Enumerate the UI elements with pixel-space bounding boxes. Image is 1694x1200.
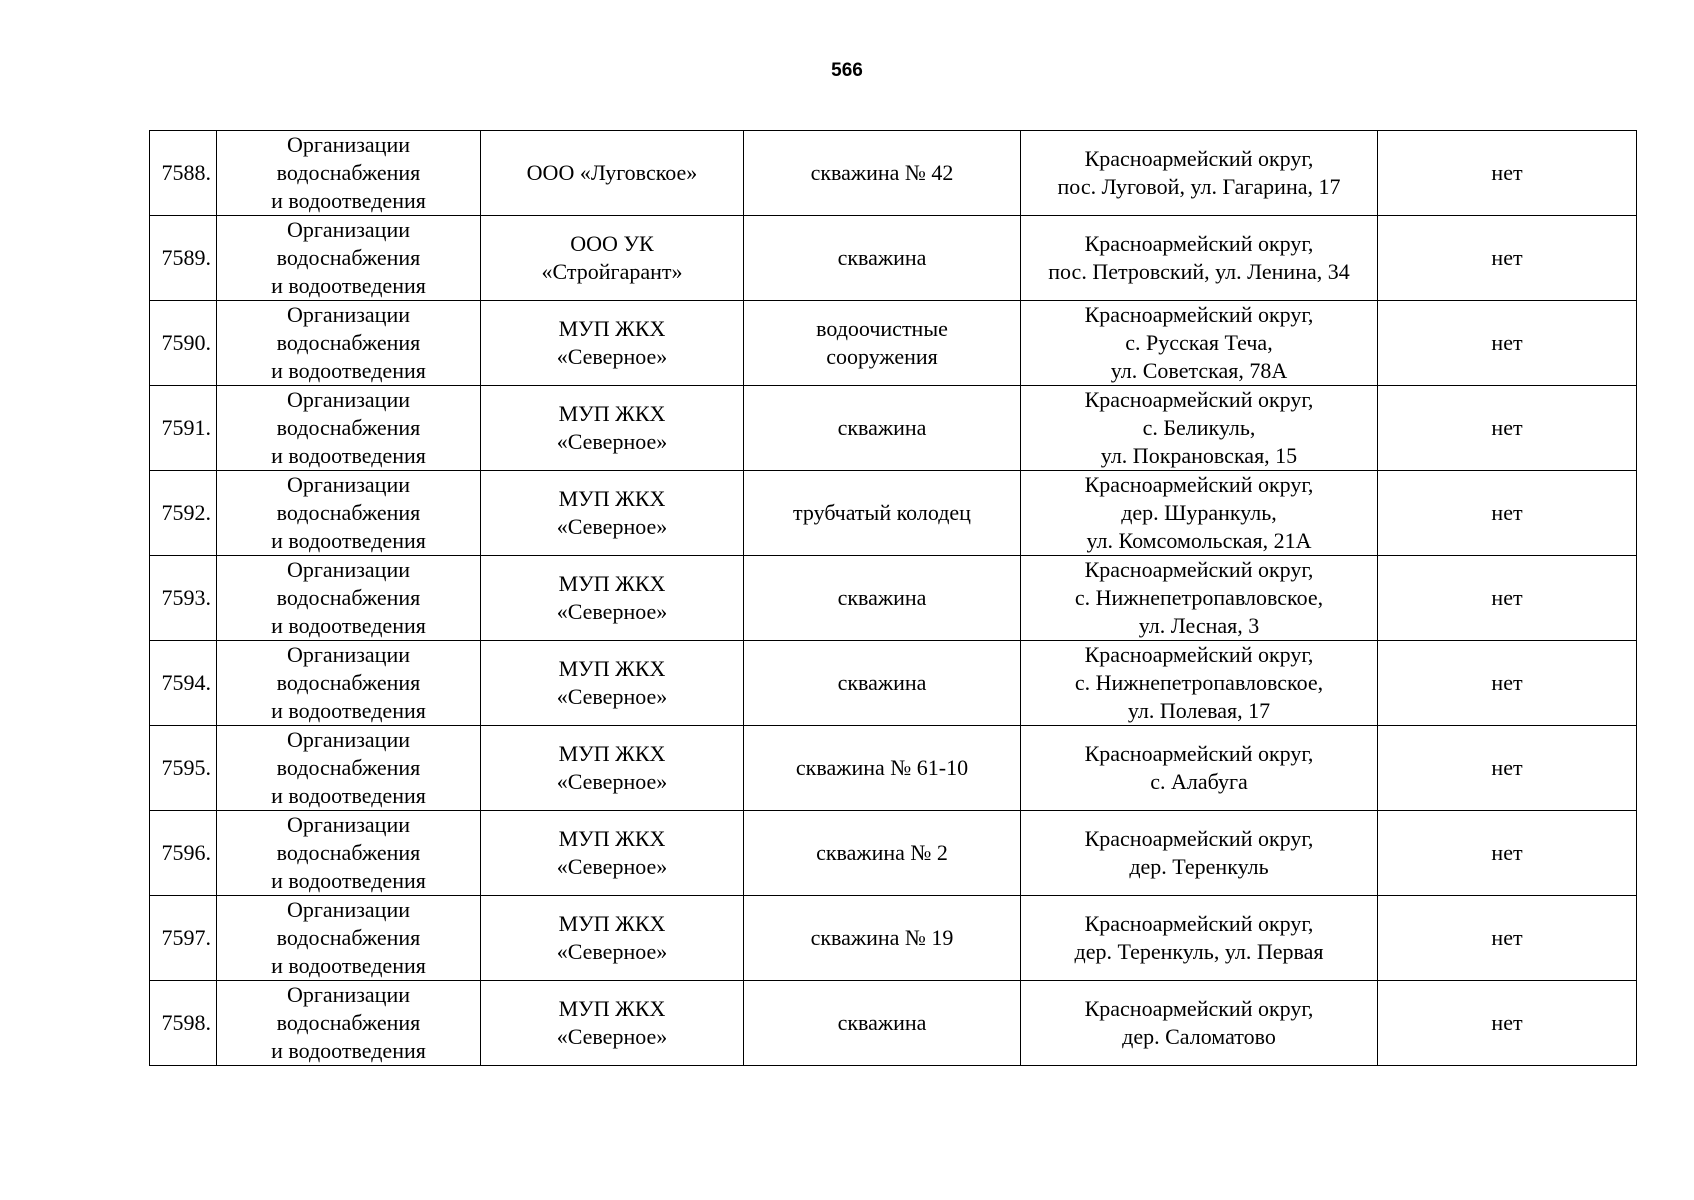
category-cell-line: водоснабжения	[276, 500, 421, 525]
organization-cell-line: «Северное»	[556, 769, 668, 794]
table-row	[150, 131, 1637, 216]
category-cell-line: и водоотведения	[271, 868, 426, 893]
category-cell-line: и водоотведения	[271, 273, 426, 298]
category-cell-line: Организации	[287, 727, 410, 752]
address-cell	[1021, 131, 1378, 216]
table-row	[150, 216, 1637, 301]
page-number: 566	[831, 60, 863, 81]
address-cell	[1021, 811, 1378, 896]
address-cell-line: Красноармейский округ,	[1084, 231, 1314, 256]
organization-cell	[481, 471, 744, 556]
address-cell-line: ул. Полевая, 17	[1127, 698, 1271, 723]
organization-cell-line: МУП ЖКХ	[558, 316, 666, 341]
category-cell-line: водоснабжения	[276, 415, 421, 440]
registry-table	[149, 130, 1637, 1066]
category-cell-line: водоснабжения	[276, 160, 421, 185]
organization-cell	[481, 301, 744, 386]
organization-cell-line: МУП ЖКХ	[558, 741, 666, 766]
organization-cell-line: МУП ЖКХ	[558, 826, 666, 851]
address-cell	[1021, 896, 1378, 981]
category-cell-line: Организации	[287, 387, 410, 412]
address-cell-line: пос. Петровский, ул. Ленина, 34	[1048, 259, 1350, 284]
category-cell	[217, 726, 481, 811]
category-cell-line: водоснабжения	[276, 1010, 421, 1035]
category-cell-line: и водоотведения	[271, 783, 426, 808]
organization-cell-line: ООО УК	[570, 231, 654, 256]
organization-cell-line: «Стройгарант»	[541, 259, 683, 284]
address-cell	[1021, 386, 1378, 471]
address-cell	[1021, 471, 1378, 556]
category-cell-line: водоснабжения	[276, 755, 421, 780]
category-cell-line: Организации	[287, 812, 410, 837]
category-cell-line: водоснабжения	[276, 330, 421, 355]
flag-cell: нет	[1378, 981, 1637, 1066]
category-cell-line: и водоотведения	[271, 953, 426, 978]
address-cell-line: ул. Лесная, 3	[1138, 613, 1260, 638]
row-number-cell: 7588.	[150, 131, 217, 216]
row-number-cell: 7590.	[150, 301, 217, 386]
address-cell	[1021, 726, 1378, 811]
category-cell	[217, 386, 481, 471]
object-cell	[744, 896, 1021, 981]
organization-cell	[481, 386, 744, 471]
address-cell-line: дер. Теренкуль	[1129, 854, 1269, 879]
address-cell-line: Красноармейский округ,	[1084, 911, 1314, 936]
table-row	[150, 981, 1637, 1066]
address-cell-line: с. Нижнепетропавловское,	[1074, 670, 1324, 695]
category-cell-line: и водоотведения	[271, 528, 426, 553]
table-row	[150, 386, 1637, 471]
address-cell-line: Красноармейский округ,	[1084, 557, 1314, 582]
object-cell	[744, 726, 1021, 811]
object-cell	[744, 386, 1021, 471]
address-cell-line: дер. Саломатово	[1122, 1024, 1276, 1049]
category-cell-line: Организации	[287, 897, 410, 922]
object-cell-line: водоочистные	[816, 316, 948, 341]
flag-cell: нет	[1378, 896, 1637, 981]
address-cell-line: с. Беликуль,	[1142, 415, 1256, 440]
address-cell	[1021, 556, 1378, 641]
flag-cell: нет	[1378, 131, 1637, 216]
row-number-cell: 7594.	[150, 641, 217, 726]
object-cell	[744, 811, 1021, 896]
category-cell-line: водоснабжения	[276, 670, 421, 695]
category-cell-line: и водоотведения	[271, 443, 426, 468]
row-number-cell: 7597.	[150, 896, 217, 981]
row-number-cell: 7592.	[150, 471, 217, 556]
category-cell-line: водоснабжения	[276, 585, 421, 610]
category-cell	[217, 216, 481, 301]
organization-cell-line: «Северное»	[556, 344, 668, 369]
category-cell-line: и водоотведения	[271, 188, 426, 213]
organization-cell	[481, 981, 744, 1066]
address-cell-line: ул. Комсомольская, 21А	[1086, 528, 1312, 553]
address-cell-line: Красноармейский округ,	[1084, 642, 1314, 667]
table-row	[150, 641, 1637, 726]
category-cell-line: Организации	[287, 642, 410, 667]
address-cell-line: дер. Теренкуль, ул. Первая	[1074, 939, 1324, 964]
organization-cell	[481, 641, 744, 726]
category-cell	[217, 811, 481, 896]
address-cell-line: дер. Шуранкуль,	[1121, 500, 1277, 525]
object-cell-line: скважина № 2	[816, 840, 948, 865]
organization-cell	[481, 131, 744, 216]
object-cell-line: скважина № 42	[810, 160, 954, 185]
category-cell-line: водоснабжения	[276, 925, 421, 950]
category-cell-line: Организации	[287, 557, 410, 582]
row-number-cell: 7591.	[150, 386, 217, 471]
organization-cell	[481, 556, 744, 641]
category-cell	[217, 556, 481, 641]
table-row	[150, 471, 1637, 556]
organization-cell	[481, 811, 744, 896]
object-cell-line: скважина	[837, 585, 927, 610]
category-cell-line: и водоотведения	[271, 613, 426, 638]
organization-cell-line: ООО «Луговское»	[526, 160, 698, 185]
category-cell	[217, 471, 481, 556]
organization-cell	[481, 896, 744, 981]
organization-cell-line: «Северное»	[556, 854, 668, 879]
organization-cell-line: «Северное»	[556, 1024, 668, 1049]
object-cell	[744, 556, 1021, 641]
organization-cell-line: «Северное»	[556, 429, 668, 454]
flag-cell: нет	[1378, 301, 1637, 386]
object-cell-line: скважина	[837, 245, 927, 270]
address-cell-line: пос. Луговой, ул. Гагарина, 17	[1057, 174, 1341, 199]
table-row	[150, 726, 1637, 811]
object-cell-line: сооружения	[826, 344, 938, 369]
table-row	[150, 556, 1637, 641]
object-cell	[744, 216, 1021, 301]
object-cell	[744, 981, 1021, 1066]
organization-cell-line: «Северное»	[556, 684, 668, 709]
address-cell-line: с. Алабуга	[1150, 769, 1248, 794]
registry-table-body	[150, 131, 1637, 1066]
object-cell-line: скважина	[837, 415, 927, 440]
category-cell-line: Организации	[287, 132, 410, 157]
category-cell-line: Организации	[287, 302, 410, 327]
organization-cell-line: МУП ЖКХ	[558, 486, 666, 511]
row-number-cell: 7596.	[150, 811, 217, 896]
flag-cell: нет	[1378, 216, 1637, 301]
address-cell-line: Красноармейский округ,	[1084, 741, 1314, 766]
flag-cell: нет	[1378, 726, 1637, 811]
object-cell	[744, 641, 1021, 726]
table-row	[150, 301, 1637, 386]
category-cell	[217, 131, 481, 216]
organization-cell-line: МУП ЖКХ	[558, 401, 666, 426]
flag-cell: нет	[1378, 641, 1637, 726]
row-number-cell: 7593.	[150, 556, 217, 641]
category-cell-line: Организации	[287, 217, 410, 242]
row-number-cell: 7598.	[150, 981, 217, 1066]
organization-cell-line: «Северное»	[556, 939, 668, 964]
category-cell-line: Организации	[287, 472, 410, 497]
object-cell-line: скважина	[837, 1010, 927, 1035]
category-cell	[217, 896, 481, 981]
organization-cell-line: «Северное»	[556, 514, 668, 539]
address-cell-line: Красноармейский округ,	[1084, 472, 1314, 497]
address-cell-line: ул. Советская, 78А	[1110, 358, 1288, 383]
category-cell-line: водоснабжения	[276, 245, 421, 270]
table-row	[150, 811, 1637, 896]
address-cell	[1021, 216, 1378, 301]
flag-cell: нет	[1378, 556, 1637, 641]
object-cell-line: скважина № 19	[810, 925, 954, 950]
address-cell	[1021, 641, 1378, 726]
address-cell-line: с. Русская Теча,	[1125, 330, 1273, 355]
organization-cell-line: МУП ЖКХ	[558, 911, 666, 936]
address-cell-line: ул. Покрановская, 15	[1100, 443, 1298, 468]
category-cell-line: и водоотведения	[271, 698, 426, 723]
organization-cell	[481, 216, 744, 301]
address-cell-line: Красноармейский округ,	[1084, 387, 1314, 412]
category-cell-line: водоснабжения	[276, 840, 421, 865]
flag-cell: нет	[1378, 811, 1637, 896]
address-cell-line: Красноармейский округ,	[1084, 302, 1314, 327]
address-cell-line: Красноармейский округ,	[1084, 146, 1314, 171]
address-cell-line: с. Нижнепетропавловское,	[1074, 585, 1324, 610]
category-cell	[217, 641, 481, 726]
category-cell	[217, 301, 481, 386]
organization-cell	[481, 726, 744, 811]
flag-cell: нет	[1378, 471, 1637, 556]
row-number-cell: 7589.	[150, 216, 217, 301]
organization-cell-line: «Северное»	[556, 599, 668, 624]
address-cell-line: Красноармейский округ,	[1084, 826, 1314, 851]
object-cell-line: трубчатый колодец	[793, 500, 971, 525]
address-cell	[1021, 301, 1378, 386]
object-cell-line: скважина № 61-10	[795, 755, 969, 780]
organization-cell-line: МУП ЖКХ	[558, 996, 666, 1021]
category-cell	[217, 981, 481, 1066]
category-cell-line: и водоотведения	[271, 358, 426, 383]
flag-cell: нет	[1378, 386, 1637, 471]
object-cell	[744, 131, 1021, 216]
organization-cell-line: МУП ЖКХ	[558, 656, 666, 681]
address-cell	[1021, 981, 1378, 1066]
address-cell-line: Красноармейский округ,	[1084, 996, 1314, 1021]
object-cell-line: скважина	[837, 670, 927, 695]
category-cell-line: и водоотведения	[271, 1038, 426, 1063]
object-cell	[744, 301, 1021, 386]
object-cell	[744, 471, 1021, 556]
organization-cell-line: МУП ЖКХ	[558, 571, 666, 596]
table-row	[150, 896, 1637, 981]
category-cell-line: Организации	[287, 982, 410, 1007]
row-number-cell: 7595.	[150, 726, 217, 811]
